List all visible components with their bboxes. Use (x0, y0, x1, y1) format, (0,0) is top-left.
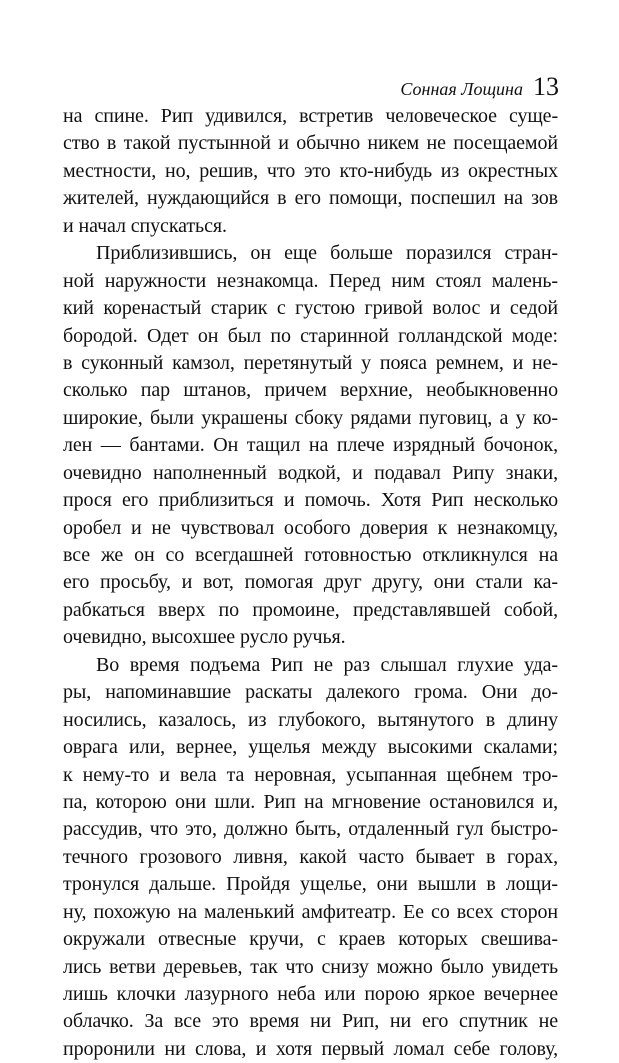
text-line: кий коренастый старик с густою гривой волос и седой (63, 297, 558, 320)
text-line: облачко. За все это время ни Рип, ни его спутник не (63, 1010, 558, 1033)
text-line: оврага или, вернее, ущелья между высокими скалами; (63, 736, 558, 759)
text-line: к нему-то и вела та неровная, усыпанная щебнем тро- (63, 763, 558, 786)
text-line: ство в такой пустынной и обычно никем не посещаемой (63, 132, 558, 155)
text-line: проронили ни слова, и хотя первый ломал себе голову, (63, 1037, 558, 1060)
text-line: тронулся дальше. Пройдя ущелье, они вышли в лощи- (63, 873, 558, 896)
text-line: лись ветви деревьев, так что снизу можно было увидеть (63, 955, 558, 978)
text-line: ры, напоминавшие раскаты далекого грома. Они до- (63, 681, 558, 704)
text-line: широкие, были украшены сбоку рядами пуговиц, а у ко- (63, 406, 558, 429)
text-line: местности, но, решив, что это кто-нибудь из окрестных (63, 159, 558, 182)
text-line: очевидно, высохшее русло ручья. (63, 626, 346, 649)
text-line: на спине. Рип удивился, встретив человеческое суще- (63, 105, 558, 127)
text-line: жителей, нуждающийся в его помощи, поспешил на зов (63, 187, 558, 210)
text-line: оробел и не чувствовал особого доверия к незнакомцу, (63, 516, 558, 539)
text-line: все же он со всегдашней готовностью откликнулся на (63, 544, 558, 566)
text-line: па, которою они шли. Рип на мгновение остановился и, (63, 790, 558, 813)
text-line: ной наружности незнакомца. Перед ним стоял малень- (63, 269, 558, 292)
text-line: рабкаться вверх по промоине, представлявшей собой, (63, 598, 558, 621)
text-line: носились, казалось, из глубокого, вытянутого в длину (63, 708, 558, 731)
text-line: его просьбу, и вот, помогая друг другу, они стали ка- (63, 571, 558, 594)
text-line: бородой. Одет он был по старинной голландской моде: (63, 324, 558, 347)
text-line: и начал спускаться. (63, 214, 227, 237)
text-line: очевидно наполненный водкой, и подавал Рипу знаки, (63, 461, 558, 484)
text-line: прося его приблизиться и помочь. Хотя Рип несколько (63, 489, 558, 512)
text-line: рассудив, что это, должно быть, отдаленный гул быстро- (63, 818, 558, 841)
running-head (400, 72, 559, 102)
text-line: Во время подъема Рип не раз слышал глухие уда- (96, 653, 558, 676)
text-line: течного грозового ливня, какой часто бывает в горах, (63, 845, 558, 868)
text-line: лишь клочки лазурного неба или порою яркое вечернее (63, 983, 558, 1005)
body-text (63, 103, 558, 1063)
text-line: Приблизившись, он еще больше поразился стран- (96, 242, 558, 265)
running-title: Сонная Лощина (400, 79, 523, 99)
text-line: ну, похожую на маленький амфитеатр. Ее со всех сторон (63, 900, 558, 923)
page-number: 13 (533, 72, 559, 101)
text-line: сколько пар штанов, причем верхние, необыкновенно (63, 379, 558, 402)
text-line: в суконный камзол, перетянутый у пояса ремнем, и не- (63, 351, 558, 374)
text-line: окружали отвесные кручи, с краев которых свешива- (63, 928, 558, 951)
text-line: лен — бантами. Он тащил на плече изрядный бочонок, (63, 434, 558, 457)
